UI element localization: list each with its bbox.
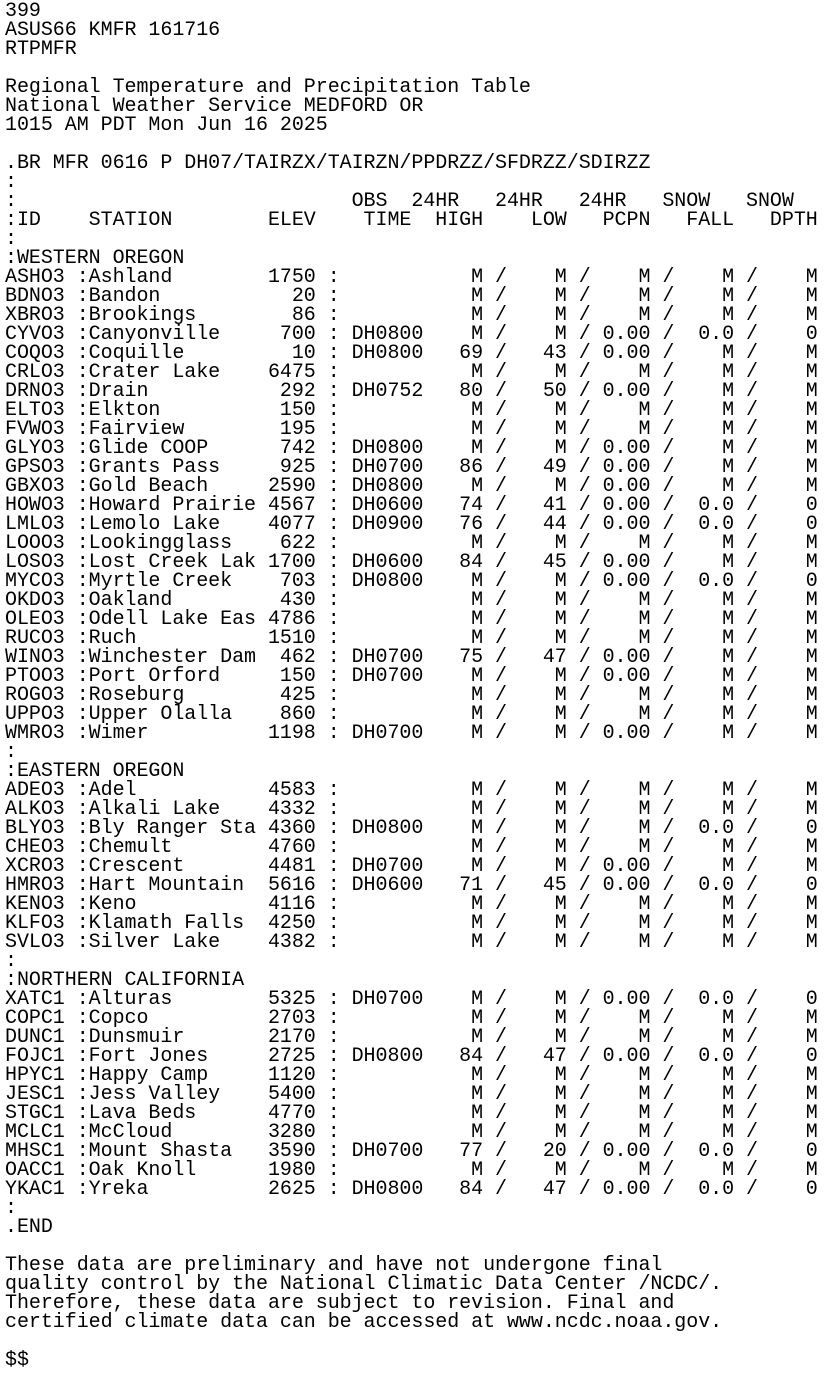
text-line: RTPMFR [5,38,77,61]
text-line: certified climate data can be accessed at www.ncdc.noaa.gov. [5,1311,723,1334]
text-line: MHSC1 :Mount Shasta 3590 : DH0700 77 / 20 / 0.00 / 0.0 / 0 [5,1140,818,1163]
text-line: :EASTERN OREGON [5,760,185,783]
text-line [5,1332,826,1351]
text-line: OKDO3 :Oakland 430 : M / M / M / M / M [5,589,818,612]
text-line: 399 [5,0,41,23]
text-line: HMRO3 :Hart Mountain 5616 : DH0600 71 / 45 / 0.00 / 0.0 / 0 [5,874,818,897]
text-line: HOWO3 :Howard Prairie 4567 : DH0600 74 / 41 / 0.00 / 0.0 / 0 [5,494,818,517]
text-line: YKAC1 :Yreka 2625 : DH0800 84 / 47 / 0.00 / 0.0 / 0 [5,1178,818,1201]
text-line: LOSO3 :Lost Creek Lak 1700 : DH0600 84 / 45 / 0.00 / M / M [5,551,818,574]
text-line: WINO3 :Winchester Dam 462 : DH0700 75 / 47 / 0.00 / M / M [5,646,818,669]
text-line: XBRO3 :Brookings 86 : M / M / M / M / M [5,304,818,327]
text-line: CYVO3 :Canyonville 700 : DH0800 M / M / 0.00 / 0.0 / 0 [5,323,818,346]
text-line: JESC1 :Jess Valley 5400 : M / M / M / M / M [5,1083,818,1106]
text-line: COQO3 :Coquille 10 : DH0800 69 / 43 / 0.00 / M / M [5,342,818,365]
text-line: :NORTHERN CALIFORNIA [5,969,245,992]
text-line: $$ [5,1349,29,1372]
text-line: GLYO3 :Glide COOP 742 : DH0800 M / M / 0.00 / M / M [5,437,818,460]
text-line: DUNC1 :Dunsmuir 2170 : M / M / M / M / M [5,1026,818,1049]
text-line: : [5,228,17,251]
text-line: KENO3 :Keno 4116 : M / M / M / M / M [5,893,818,916]
text-line: : [5,741,17,764]
text-line: OACC1 :Oak Knoll 1980 : M / M / M / M / M [5,1159,818,1182]
text-line: LOOO3 :Lookingglass 622 : M / M / M / M / M [5,532,818,555]
text-line: BDNO3 :Bandon 20 : M / M / M / M / M [5,285,818,308]
text-line: GBXO3 :Gold Beach 2590 : DH0800 M / M / 0.00 / M / M [5,475,818,498]
text-line: LMLO3 :Lemolo Lake 4077 : DH0900 76 / 44 / 0.00 / 0.0 / 0 [5,513,818,536]
text-line: PTOO3 :Port Orford 150 : DH0700 M / M / 0.00 / M / M [5,665,818,688]
text-line: quality control by the National Climatic Data Center /NCDC/. [5,1273,723,1296]
text-line: FOJC1 :Fort Jones 2725 : DH0800 84 / 47 / 0.00 / 0.0 / 0 [5,1045,818,1068]
text-line: BLYO3 :Bly Ranger Sta 4360 : DH0800 M / M / M / 0.0 / 0 [5,817,818,840]
text-line: MCLC1 :McCloud 3280 : M / M / M / M / M [5,1121,818,1144]
text-line: 1015 AM PDT Mon Jun 16 2025 [5,114,328,137]
text-line: Regional Temperature and Precipitation Table [5,76,531,99]
text-line: RUCO3 :Ruch 1510 : M / M / M / M / M [5,627,818,650]
text-line: MYCO3 :Myrtle Creek 703 : DH0800 M / M / 0.00 / 0.0 / 0 [5,570,818,593]
text-line: .BR MFR 0616 P DH07/TAIRZX/TAIRZN/PPDRZZ/SFDRZZ/SDIRZZ [5,152,651,175]
text-line: : [5,171,17,194]
text-line: XATC1 :Alturas 5325 : DH0700 M / M / 0.00 / 0.0 / 0 [5,988,818,1011]
text-line: CHEO3 :Chemult 4760 : M / M / M / M / M [5,836,818,859]
text-line: WMRO3 :Wimer 1198 : DH0700 M / M / 0.00 / M / M [5,722,818,745]
text-line: XCRO3 :Crescent 4481 : DH0700 M / M / 0.00 / M / M [5,855,818,878]
text-line: ROGO3 :Roseburg 425 : M / M / M / M / M [5,684,818,707]
text-line: ELTO3 :Elkton 150 : M / M / M / M / M [5,399,818,422]
text-line: ALKO3 :Alkali Lake 4332 : M / M / M / M / M [5,798,818,821]
text-line: DRNO3 :Drain 292 : DH0752 80 / 50 / 0.00 / M / M [5,380,818,403]
text-line: : [5,950,17,973]
text-line: These data are preliminary and have not undergone final [5,1254,663,1277]
text-line: ASUS66 KMFR 161716 [5,19,221,42]
text-line: : [5,1197,17,1220]
text-line: CRLO3 :Crater Lake 6475 : M / M / M / M / M [5,361,818,384]
text-line: National Weather Service MEDFORD OR [5,95,424,118]
text-line: UPPO3 :Upper Olalla 860 : M / M / M / M / M [5,703,818,726]
text-line: ASHO3 :Ashland 1750 : M / M / M / M / M [5,266,818,289]
text-line: FVWO3 :Fairview 195 : M / M / M / M / M [5,418,818,441]
text-line: STGC1 :Lava Beds 4770 : M / M / M / M / M [5,1102,818,1125]
text-line: : OBS 24HR 24HR 24HR SNOW SNOW [5,190,794,213]
text-line: ADEO3 :Adel 4583 : M / M / M / M / M [5,779,818,802]
text-line: COPC1 :Copco 2703 : M / M / M / M / M [5,1007,818,1030]
text-line: HPYC1 :Happy Camp 1120 : M / M / M / M / M [5,1064,818,1087]
text-line: :WESTERN OREGON [5,247,185,270]
text-line: OLEO3 :Odell Lake Eas 4786 : M / M / M / M / M [5,608,818,631]
text-line: :ID STATION ELEV TIME HIGH LOW PCPN FALL DPTH [5,209,818,232]
text-line: .END [5,1216,53,1239]
text-line: GPSO3 :Grants Pass 925 : DH0700 86 / 49 / 0.00 / M / M [5,456,818,479]
text-line: KLFO3 :Klamath Falls 4250 : M / M / M / M / M [5,912,818,935]
text-line: SVLO3 :Silver Lake 4382 : M / M / M / M / M [5,931,818,954]
text-line: Therefore, these data are subject to revision. Final and [5,1292,675,1315]
